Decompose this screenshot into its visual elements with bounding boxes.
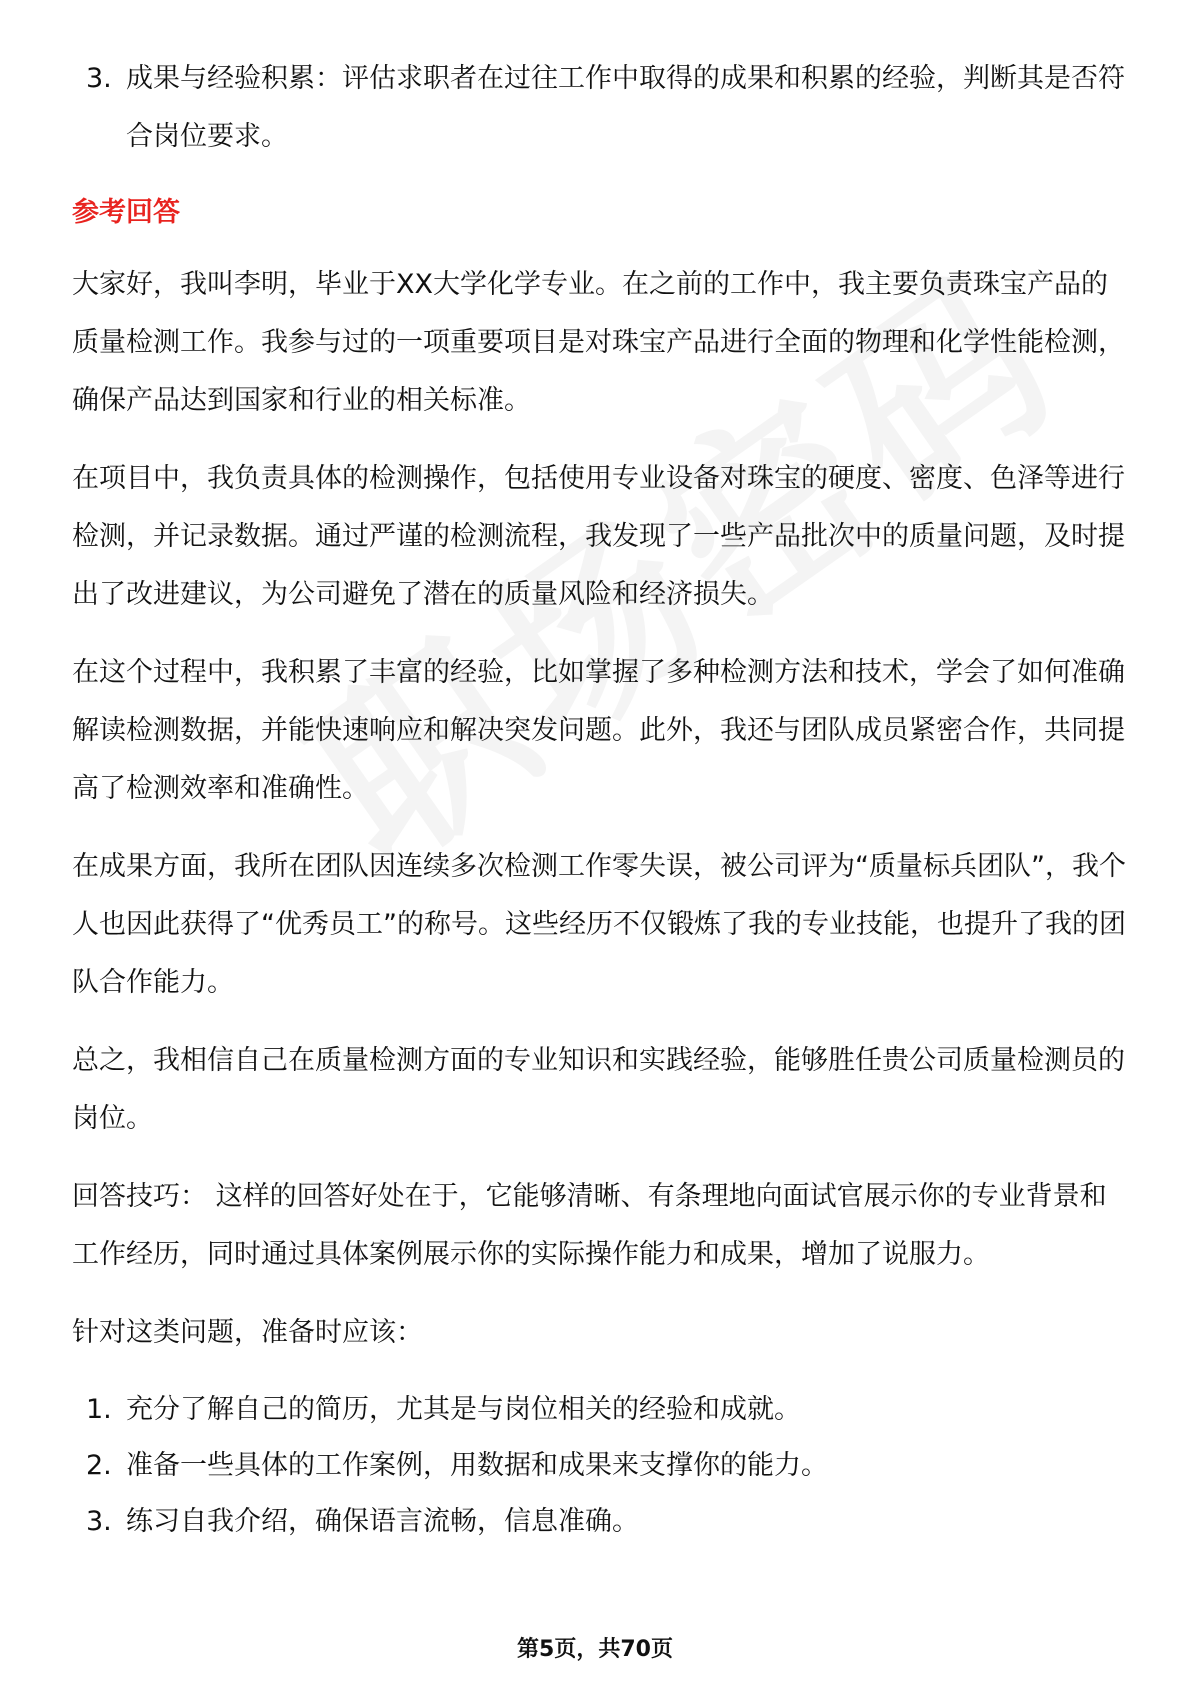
paragraph-tips: 回答技巧： 这样的回答好处在于，它能够清晰、有条理地向面试官展示你的专业背景和工作经历，同时通过具体案例展示你的实际操作能力和成果，增加了说服力。: [72, 1181, 1107, 1270]
list-item: [72, 1438, 1132, 1494]
list-item-text: 准备一些具体的工作案例，用数据和成果来支撑你的能力。: [126, 1450, 828, 1481]
paragraph-achievements: 在成果方面，我所在团队因连续多次检测工作零失误，被公司评为“质量标兵团队”，我个人也因此获得了“优秀员工”的称号。这些经历不仅锻炼了我的专业技能，也提升了我的团队合作能力。: [72, 851, 1126, 998]
paragraph-project: 在项目中，我负责具体的检测操作，包括使用专业设备对珠宝的硬度、密度、色泽等进行检测，并记录数据。通过严谨的检测流程，我发现了一些产品批次中的质量问题，及时提出了改进建议，为公司避免了潜在的质量风险和经济损失。: [72, 463, 1125, 610]
paragraph-summary: 总之，我相信自己在质量检测方面的专业知识和实践经验，能够胜任贵公司质量检测员的岗位。: [72, 1045, 1125, 1134]
prep-list: [72, 1382, 1132, 1550]
list-item: [72, 1382, 1132, 1438]
section-title: 参考回答: [72, 197, 180, 228]
paragraph-prep-intro: 针对这类问题，准备时应该：: [72, 1317, 423, 1348]
list-item-number: 3.: [86, 63, 112, 94]
page-content: [72, 50, 1132, 1550]
list-item-text: 成果与经验积累：评估求职者在过往工作中取得的成果和积累的经验，判断其是否符合岗位要求。: [126, 63, 1125, 152]
paragraph-experience: 在这个过程中，我积累了丰富的经验，比如掌握了多种检测方法和技术，学会了如何准确解读检测数据，并能快速响应和解决突发问题。此外，我还与团队成员紧密合作，共同提高了检测效率和准确性。: [72, 657, 1125, 804]
list-item: [72, 1494, 1132, 1550]
list-item-text: 练习自我介绍，确保语言流畅，信息准确。: [126, 1506, 639, 1537]
paragraph-intro: 大家好，我叫李明，毕业于XX大学化学专业。在之前的工作中，我主要负责珠宝产品的质量检测工作。我参与过的一项重要项目是对珠宝产品进行全面的物理和化学性能检测，确保产品达到国家和行业的相关标准。: [72, 269, 1125, 416]
list-item-number: 2.: [86, 1450, 112, 1481]
list-item-text: 充分了解自己的简历，尤其是与岗位相关的经验和成就。: [126, 1394, 801, 1425]
list-item-number: 1.: [86, 1394, 112, 1425]
list-item-number: 3.: [86, 1506, 112, 1537]
page-footer: 第5页，共70页: [517, 1637, 673, 1662]
list-item: [72, 50, 1132, 166]
